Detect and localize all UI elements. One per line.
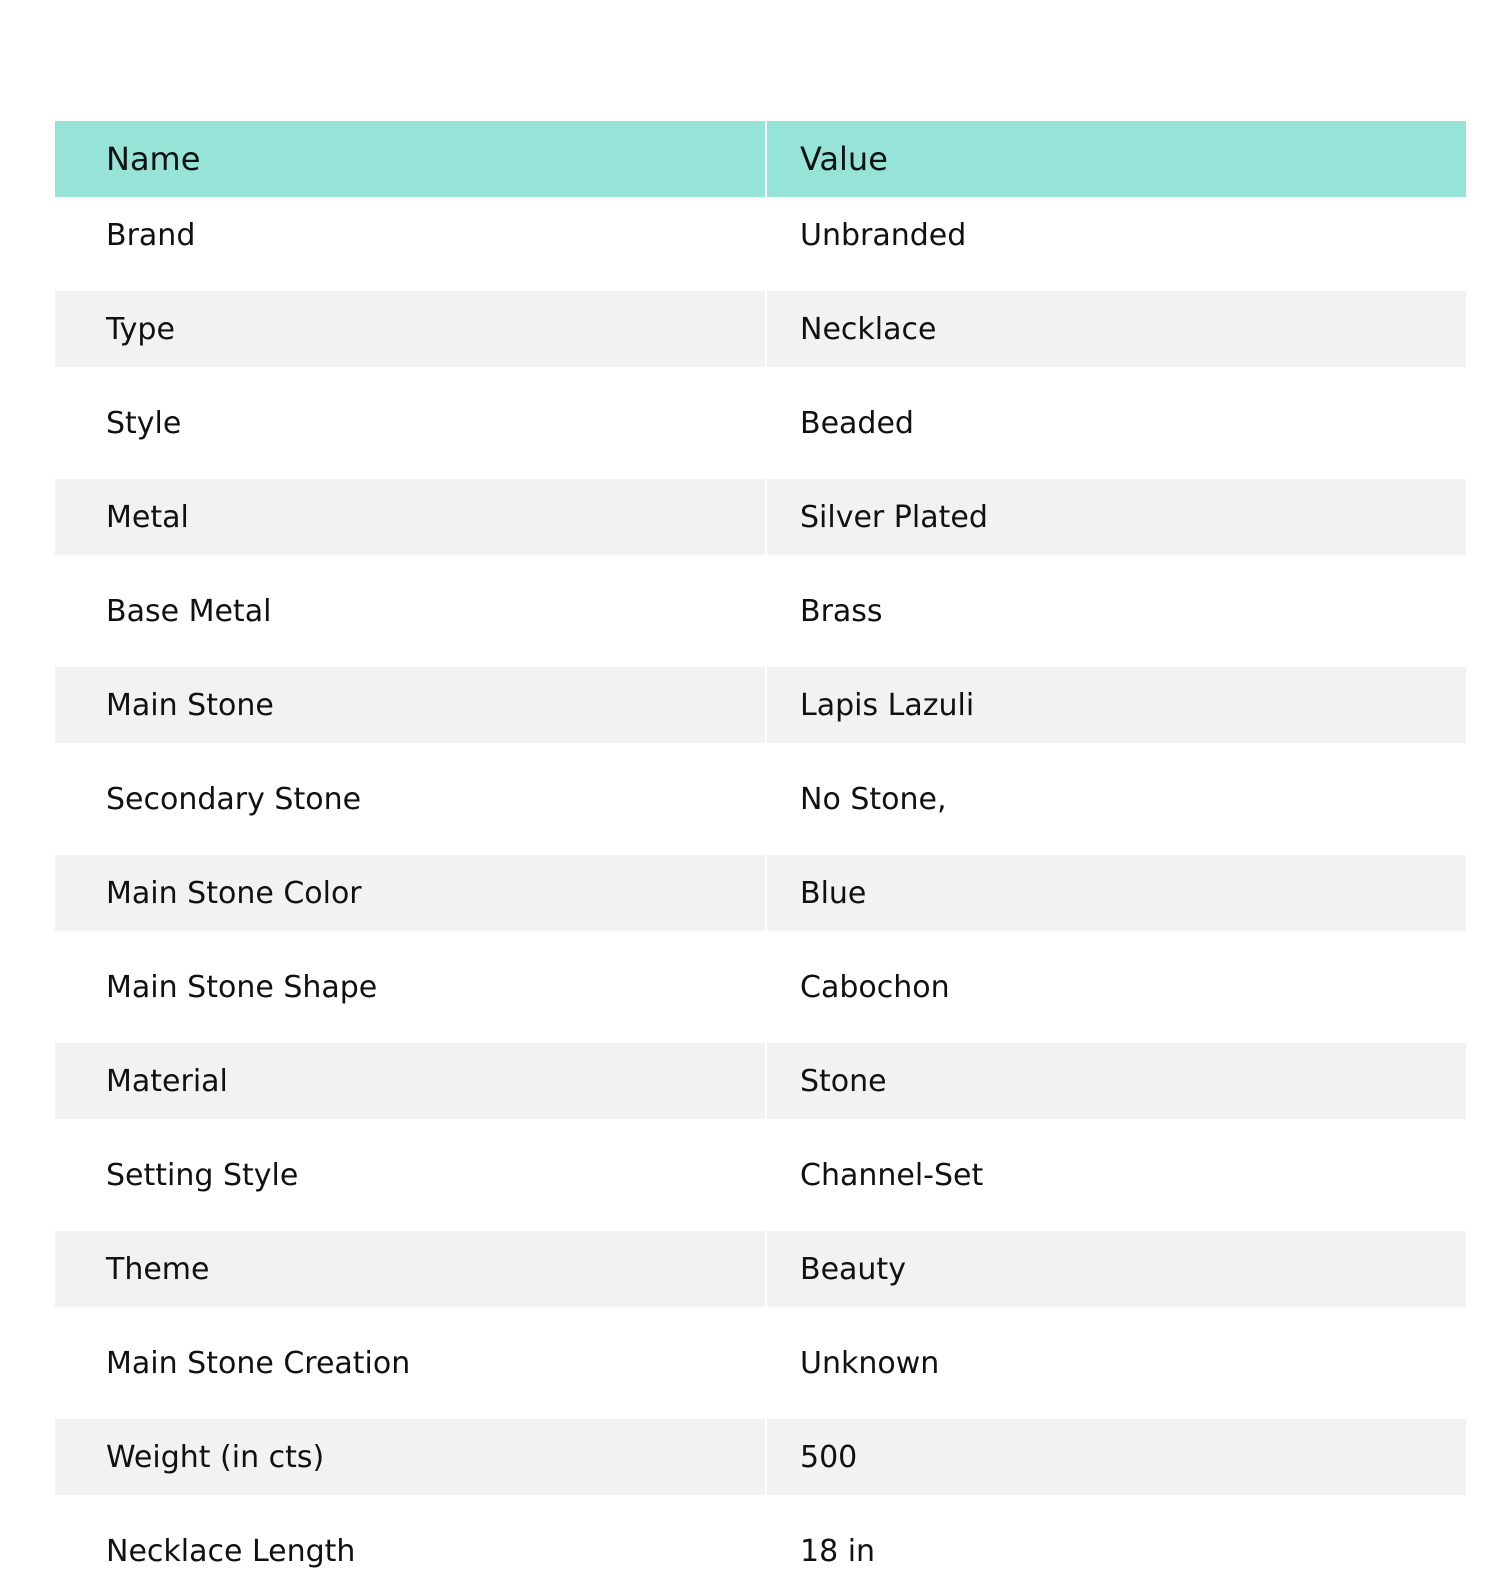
table-row	[55, 761, 1466, 837]
row-value: Stone	[766, 1043, 1466, 1119]
row-spacer	[55, 1213, 1466, 1231]
table-row	[55, 1231, 1466, 1307]
row-value: 500	[766, 1419, 1466, 1495]
row-value: No Stone,	[766, 761, 1466, 837]
header-name: Name	[55, 121, 766, 197]
row-name: Main Stone	[55, 667, 766, 743]
row-name: Style	[55, 385, 766, 461]
row-value: Silver Plated	[766, 479, 1466, 555]
table-row	[55, 291, 1466, 367]
row-spacer	[55, 367, 1466, 385]
row-spacer	[55, 555, 1466, 573]
table-row	[55, 1325, 1466, 1401]
row-name: Material	[55, 1043, 766, 1119]
row-value: 18 in	[766, 1513, 1466, 1589]
header-value: Value	[766, 121, 1466, 197]
row-spacer	[55, 743, 1466, 761]
table-header	[55, 121, 1466, 197]
table-row	[55, 667, 1466, 743]
row-name: Weight (in cts)	[55, 1419, 766, 1495]
item-specifics-table	[55, 121, 1466, 1589]
header-row	[55, 121, 1466, 197]
row-name: Setting Style	[55, 1137, 766, 1213]
row-spacer	[55, 931, 1466, 949]
row-spacer	[55, 1495, 1466, 1513]
table-row	[55, 573, 1466, 649]
row-spacer	[55, 1025, 1466, 1043]
row-value: Beauty	[766, 1231, 1466, 1307]
row-spacer	[55, 1307, 1466, 1325]
table-row	[55, 855, 1466, 931]
table-body	[55, 197, 1466, 1589]
table-row	[55, 385, 1466, 461]
table-row	[55, 949, 1466, 1025]
row-value: Unbranded	[766, 197, 1466, 273]
row-spacer	[55, 837, 1466, 855]
table-row	[55, 1513, 1466, 1589]
table-row	[55, 1419, 1466, 1495]
table-row	[55, 1137, 1466, 1213]
row-value: Beaded	[766, 385, 1466, 461]
row-name: Secondary Stone	[55, 761, 766, 837]
row-value: Necklace	[766, 291, 1466, 367]
row-spacer	[55, 1401, 1466, 1419]
spec-table-container	[55, 121, 1466, 1589]
row-value: Channel-Set	[766, 1137, 1466, 1213]
row-spacer	[55, 1119, 1466, 1137]
row-spacer	[55, 461, 1466, 479]
row-value: Blue	[766, 855, 1466, 931]
row-name: Main Stone Shape	[55, 949, 766, 1025]
row-name: Type	[55, 291, 766, 367]
row-name: Theme	[55, 1231, 766, 1307]
row-name: Metal	[55, 479, 766, 555]
row-name: Main Stone Color	[55, 855, 766, 931]
table-row	[55, 197, 1466, 273]
row-name: Brand	[55, 197, 766, 273]
row-name: Necklace Length	[55, 1513, 766, 1589]
table-row	[55, 1043, 1466, 1119]
row-spacer	[55, 273, 1466, 291]
row-value: Cabochon	[766, 949, 1466, 1025]
row-spacer	[55, 649, 1466, 667]
row-value: Brass	[766, 573, 1466, 649]
row-value: Lapis Lazuli	[766, 667, 1466, 743]
row-value: Unknown	[766, 1325, 1466, 1401]
row-name: Main Stone Creation	[55, 1325, 766, 1401]
row-name: Base Metal	[55, 573, 766, 649]
table-row	[55, 479, 1466, 555]
